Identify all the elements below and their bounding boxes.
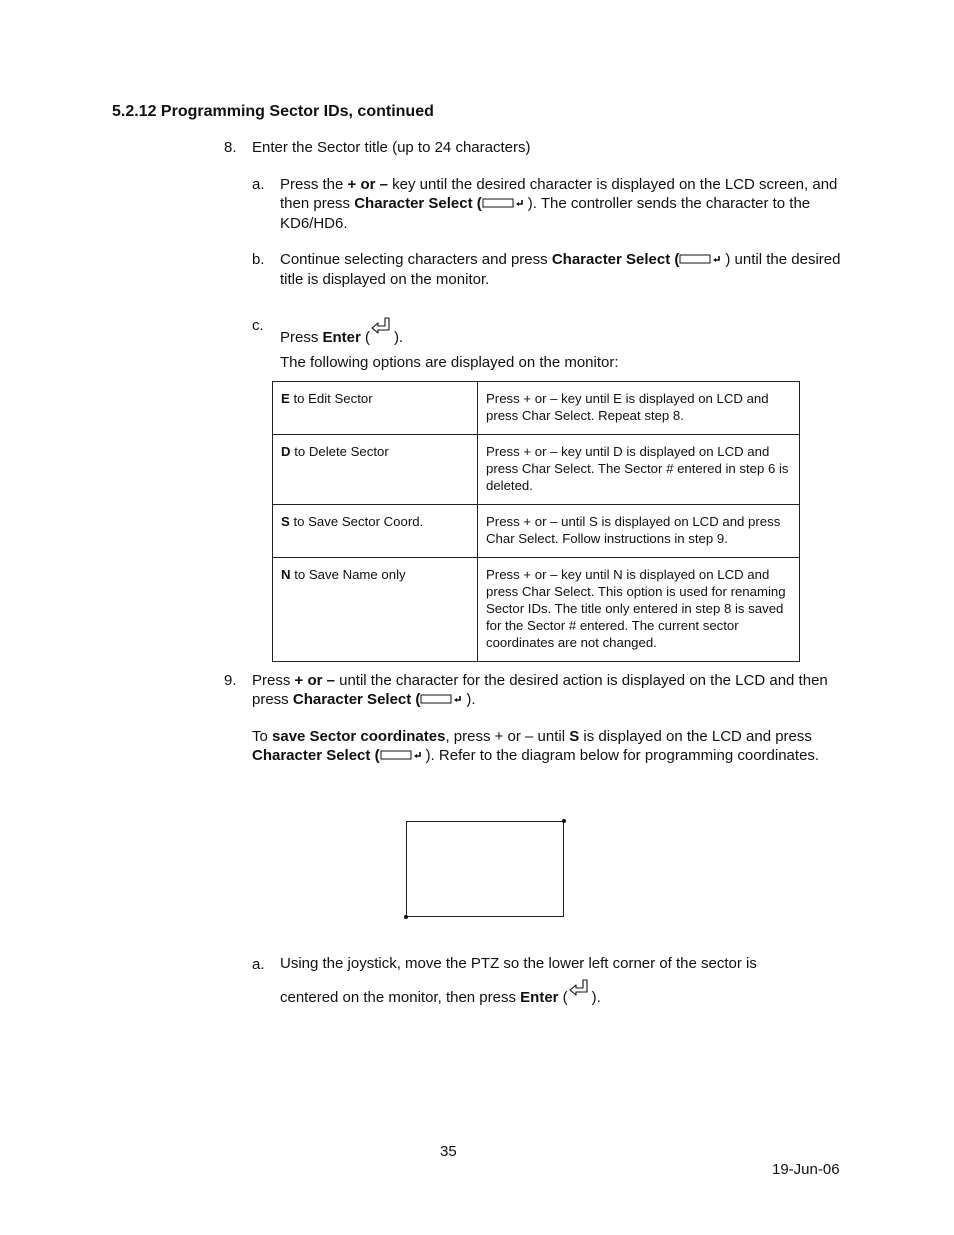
step-8b-text: Continue selecting characters and press Character Select ( ) until the desired title is displayed on the monitor. <box>280 251 841 288</box>
enter-key-icon <box>568 978 592 1010</box>
table-row <box>273 435 800 505</box>
page-number: 35 <box>440 1143 457 1160</box>
step-8-number: 8. <box>224 139 237 156</box>
lower-left-corner-dot <box>404 915 408 919</box>
section-heading: 5.2.12 Programming Sector IDs, continued <box>112 103 434 120</box>
option-description-cell: Press + or – key until E is displayed on LCD and press Char Select. Repeat step 8. <box>478 382 800 435</box>
option-label-cell: D to Delete Sector <box>273 435 478 505</box>
step-9a-text: Using the joystick, move the PTZ so the lower left corner of the sector is centered on the monitor, then press Enter ( ). <box>280 950 790 1012</box>
footer-date: 19-Jun-06 <box>772 1161 840 1178</box>
step-8-text: Enter the Sector title (up to 24 characters) <box>252 139 531 156</box>
step-9a-label: a. <box>252 956 265 973</box>
step-9-text: Press + or – until the character for the desired action is displayed on the LCD and then press Character Select ( ). <box>252 672 828 708</box>
option-description-cell: Press + or – until S is displayed on LCD and press Char Select. Follow instructions in step 9. <box>478 505 800 558</box>
option-description-cell: Press + or – key until D is displayed on LCD and press Char Select. The Sector # entered in step 6 is deleted. <box>478 435 800 505</box>
option-label-cell: S to Save Sector Coord. <box>273 505 478 558</box>
step-9-number: 9. <box>224 672 237 689</box>
upper-right-corner-dot <box>562 819 566 823</box>
sector-diagram <box>406 821 564 917</box>
save-coordinates-paragraph: To save Sector coordinates, press + or – until S is displayed on the LCD and press Character Select ( ). Refer to the diagram below for programming coordinates. <box>252 728 820 764</box>
enter-key-icon <box>370 316 394 343</box>
option-label-cell: N to Save Name only <box>273 558 478 662</box>
step-8c-text: Press Enter ( ). <box>280 316 403 347</box>
table-row <box>273 558 800 662</box>
step-8a-text: Press the + or – key until the desired character is displayed on the LCD screen, and then press Character Select ( ). The controller sends the character to the KD6/HD6. <box>280 176 838 232</box>
options-table <box>272 381 800 662</box>
table-row <box>273 382 800 435</box>
step-8a-label: a. <box>252 176 265 193</box>
table-row <box>273 505 800 558</box>
step-8c-label: c. <box>252 317 264 334</box>
options-intro: The following options are displayed on the monitor: <box>280 354 619 371</box>
option-label-cell: E to Edit Sector <box>273 382 478 435</box>
character-select-key-icon <box>420 691 466 710</box>
character-select-key-icon <box>679 251 725 270</box>
character-select-key-icon <box>482 195 528 214</box>
character-select-key-icon <box>380 747 426 766</box>
step-8b-label: b. <box>252 251 265 268</box>
option-description-cell: Press + or – key until N is displayed on LCD and press Char Select. This option is used for renaming Sector IDs. The title only entered in step 8 is saved for the Sector # entered. The current sector coordinates are not changed. <box>478 558 800 662</box>
